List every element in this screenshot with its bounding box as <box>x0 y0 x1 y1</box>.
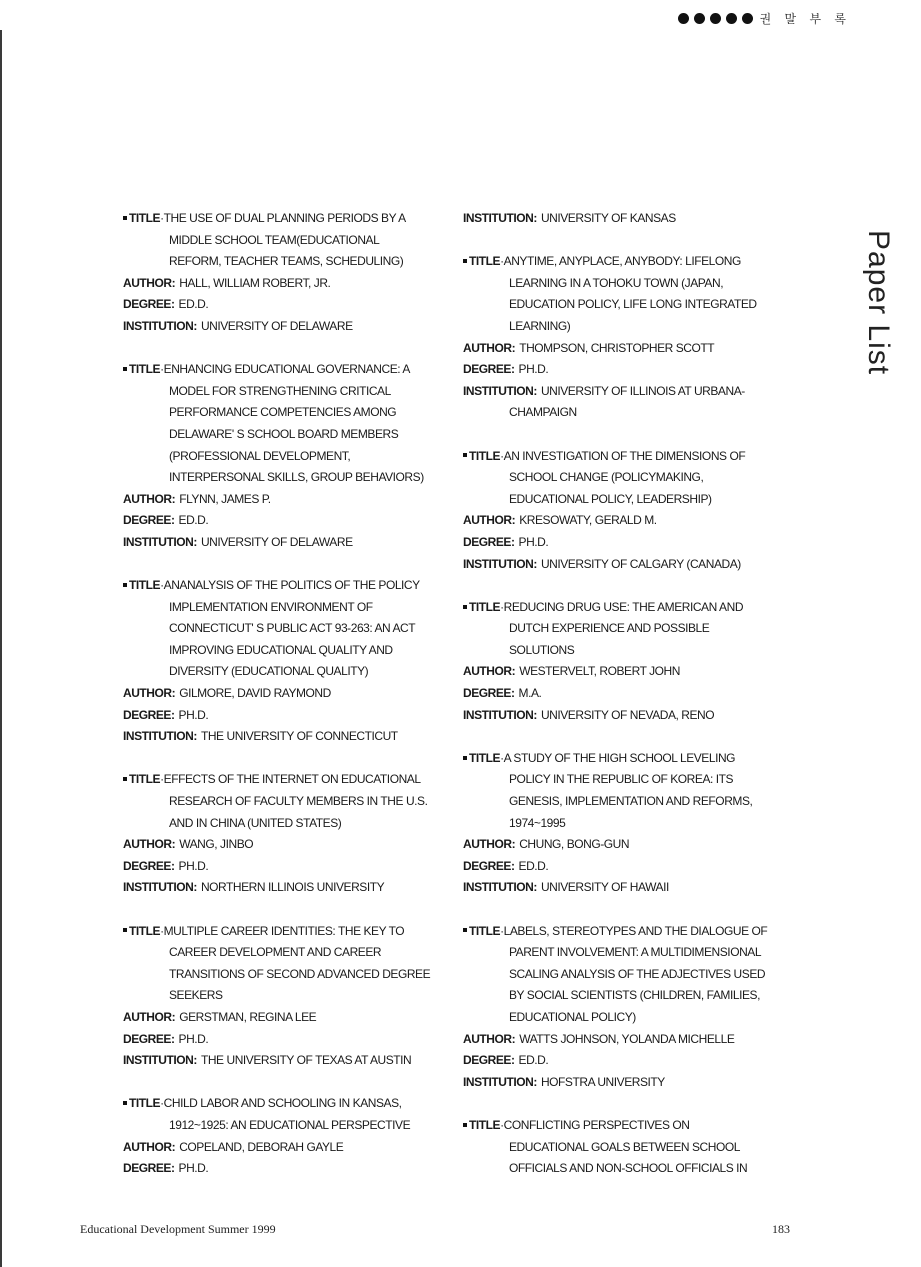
title-text: SCHOOL CHANGE (POLICYMAKING, <box>509 470 704 485</box>
author-label: AUTHOR: <box>123 275 176 290</box>
institution-line <box>463 208 793 230</box>
institution-value: UNIVERSITY OF ILLINOIS AT URBANA- <box>540 383 745 398</box>
institution-value: HOFSTRA UNIVERSITY <box>540 1074 665 1089</box>
title-text: CAREER DEVELOPMENT AND CAREER <box>169 945 382 960</box>
degree-label: DEGREE: <box>123 297 175 312</box>
degree-value: ED.D. <box>178 513 209 528</box>
title-separator-icon: · <box>160 1096 164 1111</box>
title-text: ANANALYSIS OF THE POLITICS OF THE POLICY <box>163 578 420 593</box>
institution-label: INSTITUTION: <box>123 534 197 549</box>
degree-label: DEGREE: <box>123 1161 175 1176</box>
title-line <box>123 640 453 662</box>
title-text: SCALING ANALYSIS OF THE ADJECTIVES USED <box>509 966 766 981</box>
title-line <box>463 964 793 986</box>
footer-page-number: 183 <box>772 1222 790 1236</box>
title-text: SEEKERS <box>169 988 223 1003</box>
title-separator-icon: · <box>500 750 504 765</box>
degree-line <box>463 359 793 381</box>
institution-value: UNIVERSITY OF NEVADA, RENO <box>540 707 715 722</box>
author-value: THOMPSON, CHRISTOPHER SCOTT <box>519 340 715 355</box>
title-line <box>123 597 453 619</box>
title-text: MULTIPLE CAREER IDENTITIES: THE KEY TO <box>163 923 405 938</box>
square-bullet-icon <box>123 216 127 220</box>
author-value: HALL, WILLIAM ROBERT, JR. <box>179 275 331 290</box>
title-separator-icon: · <box>160 211 164 225</box>
square-bullet-icon <box>463 453 467 457</box>
square-bullet-icon <box>463 259 467 263</box>
degree-line <box>123 1158 453 1180</box>
title-line <box>123 942 453 964</box>
institution-line <box>123 316 453 338</box>
title-text: TRANSITIONS OF SECOND ADVANCED DEGREE <box>169 966 431 981</box>
degree-value: PH.D. <box>178 1031 209 1046</box>
title-label: TITLE <box>129 578 161 593</box>
institution-line <box>123 1050 453 1072</box>
side-title: Paper List <box>862 230 895 376</box>
title-line <box>123 1115 453 1137</box>
degree-label: DEGREE: <box>463 1053 515 1068</box>
author-value: WANG, JINBO <box>179 837 254 852</box>
title-line <box>123 813 453 835</box>
paper-entry <box>463 208 793 230</box>
title-line <box>463 618 793 640</box>
title-line <box>463 1007 793 1029</box>
square-bullet-icon <box>463 756 467 760</box>
title-text: LEARNING IN A TOHOKU TOWN (JAPAN, <box>509 275 724 290</box>
title-line <box>463 813 793 835</box>
title-line <box>463 921 793 943</box>
author-value: WESTERVELT, ROBERT JOHN <box>519 664 680 679</box>
title-label: TITLE <box>129 362 161 377</box>
author-label: AUTHOR: <box>123 837 176 852</box>
institution-value: NORTHERN ILLINOIS UNIVERSITY <box>200 880 385 895</box>
title-label: TITLE <box>129 1096 161 1111</box>
title-line <box>123 359 453 381</box>
title-text: MIDDLE SCHOOL TEAM(EDUCATIONAL <box>169 232 380 247</box>
author-value: GILMORE, DAVID RAYMOND <box>179 686 331 701</box>
right-column <box>463 208 793 1201</box>
institution-label: INSTITUTION: <box>463 1074 537 1089</box>
institution-line <box>463 554 793 576</box>
degree-value: M.A. <box>518 686 542 701</box>
title-line <box>463 1115 793 1137</box>
title-text: THE USE OF DUAL PLANNING PERIODS BY A <box>163 211 406 225</box>
degree-value: PH.D. <box>518 534 549 549</box>
paper-entry <box>463 251 793 424</box>
page-edge-rule <box>0 30 2 1267</box>
title-text: LEARNING) <box>509 318 571 333</box>
author-value: COPELAND, DEBORAH GAYLE <box>179 1139 344 1154</box>
title-separator-icon: · <box>160 362 164 377</box>
title-label: TITLE <box>469 448 501 463</box>
author-line <box>463 338 793 360</box>
author-label: AUTHOR: <box>463 1031 516 1046</box>
institution-line <box>463 1072 793 1094</box>
degree-value: PH.D. <box>518 362 549 377</box>
title-label: TITLE <box>129 211 161 225</box>
institution-label: INSTITUTION: <box>463 383 537 398</box>
degree-value: PH.D. <box>178 707 209 722</box>
bullet-dot-icon <box>678 13 689 24</box>
author-line <box>463 1029 793 1051</box>
title-line <box>463 316 793 338</box>
institution-line <box>123 726 453 748</box>
title-text: 1974~1995 <box>509 815 566 830</box>
title-text: PERFORMANCE COMPETENCIES AMONG <box>169 405 397 420</box>
title-text: OFFICIALS AND NON-SCHOOL OFFICIALS IN <box>509 1161 748 1176</box>
author-line <box>463 834 793 856</box>
square-bullet-icon <box>123 583 127 587</box>
paper-entry <box>123 208 453 338</box>
bullet-dot-icon <box>694 13 705 24</box>
institution-line <box>463 877 793 899</box>
title-text: PARENT INVOLVEMENT: A MULTIDIMENSIONAL <box>509 945 762 960</box>
paper-entry <box>123 575 453 748</box>
title-separator-icon: · <box>500 599 504 614</box>
title-label: TITLE <box>469 1117 501 1132</box>
title-text: BY SOCIAL SCIENTISTS (CHILDREN, FAMILIES, <box>509 988 760 1003</box>
title-line <box>463 942 793 964</box>
title-text: A STUDY OF THE HIGH SCHOOL LEVELING <box>503 750 736 765</box>
section-name: 권 말 부 록 <box>759 12 851 26</box>
bullet-dot-icon <box>726 13 737 24</box>
author-label: AUTHOR: <box>463 837 516 852</box>
title-text: IMPROVING EDUCATIONAL QUALITY AND <box>169 642 393 657</box>
institution-label: INSTITUTION: <box>123 1053 197 1068</box>
title-line <box>123 402 453 424</box>
title-text: SOLUTIONS <box>509 642 575 657</box>
title-text: ENHANCING EDUCATIONAL GOVERNANCE: A <box>163 362 410 377</box>
paper-entry <box>123 359 453 553</box>
author-line <box>123 1007 453 1029</box>
title-separator-icon: · <box>500 448 504 463</box>
institution-value: THE UNIVERSITY OF CONNECTICUT <box>200 729 398 744</box>
square-bullet-icon <box>463 1123 467 1127</box>
title-line <box>463 985 793 1007</box>
author-value: GERSTMAN, REGINA LEE <box>179 1009 317 1024</box>
title-line <box>123 921 453 943</box>
title-line <box>123 467 453 489</box>
bullet-dot-icon <box>742 13 753 24</box>
title-text: POLICY IN THE REPUBLIC OF KOREA: ITS <box>509 772 734 787</box>
author-value: CHUNG, BONG-GUN <box>519 837 630 852</box>
square-bullet-icon <box>123 1101 127 1105</box>
degree-line <box>123 856 453 878</box>
institution-value: UNIVERSITY OF DELAWARE <box>200 318 353 333</box>
institution-line <box>123 532 453 554</box>
title-label: TITLE <box>469 254 501 269</box>
author-label: AUTHOR: <box>123 1139 176 1154</box>
title-text: AND IN CHINA (UNITED STATES) <box>169 815 342 830</box>
square-bullet-icon <box>123 367 127 371</box>
title-separator-icon: · <box>160 772 164 787</box>
title-text: 1912~1925: AN EDUCATIONAL PERSPECTIVE <box>169 1117 411 1132</box>
title-text: EFFECTS OF THE INTERNET ON EDUCATIONAL <box>163 772 421 787</box>
degree-line <box>123 510 453 532</box>
title-line <box>123 575 453 597</box>
title-text: CONNECTICUT' S PUBLIC ACT 93-263: AN ACT <box>169 621 416 636</box>
title-line <box>123 661 453 683</box>
title-text: CHILD LABOR AND SCHOOLING IN KANSAS, <box>163 1096 402 1111</box>
title-line <box>463 251 793 273</box>
institution-value: UNIVERSITY OF KANSAS <box>540 211 676 225</box>
title-text: MODEL FOR STRENGTHENING CRITICAL <box>169 383 391 398</box>
institution-label: INSTITUTION: <box>463 556 537 571</box>
square-bullet-icon <box>123 928 127 932</box>
title-line <box>463 640 793 662</box>
institution-label: INSTITUTION: <box>463 880 537 895</box>
degree-value: PH.D. <box>178 1161 209 1176</box>
title-line <box>123 791 453 813</box>
title-line <box>123 208 453 230</box>
paper-entry <box>123 769 453 899</box>
title-line <box>463 489 793 511</box>
title-separator-icon: · <box>500 254 504 269</box>
degree-line <box>123 705 453 727</box>
degree-value: ED.D. <box>518 1053 549 1068</box>
degree-line <box>463 856 793 878</box>
bullet-dot-icon <box>710 13 721 24</box>
author-label: AUTHOR: <box>463 340 516 355</box>
footer-journal: Educational Development Summer 1999 <box>80 1222 276 1236</box>
left-column <box>123 208 453 1201</box>
title-line <box>123 446 453 468</box>
degree-label: DEGREE: <box>463 858 515 873</box>
institution-label: INSTITUTION: <box>123 318 197 333</box>
author-value: KRESOWATY, GERALD M. <box>519 513 657 528</box>
institution-line <box>463 402 793 424</box>
title-label: TITLE <box>129 923 161 938</box>
square-bullet-icon <box>463 605 467 609</box>
title-text: RESEARCH OF FACULTY MEMBERS IN THE U.S. <box>169 794 428 809</box>
institution-label: INSTITUTION: <box>123 729 197 744</box>
title-text: AN INVESTIGATION OF THE DIMENSIONS OF <box>503 448 746 463</box>
title-line <box>463 467 793 489</box>
title-separator-icon: · <box>500 923 504 938</box>
title-line <box>463 273 793 295</box>
title-label: TITLE <box>469 599 501 614</box>
title-line <box>463 597 793 619</box>
title-line <box>123 1093 453 1115</box>
author-line <box>123 683 453 705</box>
author-line <box>123 1137 453 1159</box>
author-label: AUTHOR: <box>123 1009 176 1024</box>
institution-line <box>463 705 793 727</box>
title-text: EDUCATION POLICY, LIFE LONG INTEGRATED <box>509 297 757 312</box>
title-separator-icon: · <box>160 923 164 938</box>
title-text: IMPLEMENTATION ENVIRONMENT OF <box>169 599 373 614</box>
title-line <box>463 748 793 770</box>
institution-line <box>463 381 793 403</box>
institution-label: INSTITUTION: <box>463 707 537 722</box>
title-text: EDUCATIONAL GOALS BETWEEN SCHOOL <box>509 1139 740 1154</box>
author-line <box>123 489 453 511</box>
degree-line <box>463 683 793 705</box>
title-text: REDUCING DRUG USE: THE AMERICAN AND <box>503 599 744 614</box>
title-line <box>463 294 793 316</box>
title-line <box>123 769 453 791</box>
title-line <box>463 769 793 791</box>
paper-entry <box>123 1093 453 1179</box>
title-line <box>123 964 453 986</box>
title-text: REFORM, TEACHER TEAMS, SCHEDULING) <box>169 254 404 269</box>
title-line <box>123 381 453 403</box>
title-line <box>123 985 453 1007</box>
square-bullet-icon <box>123 777 127 781</box>
title-line <box>463 1137 793 1159</box>
author-line <box>463 661 793 683</box>
degree-label: DEGREE: <box>463 362 515 377</box>
title-line <box>123 618 453 640</box>
title-line <box>123 424 453 446</box>
title-text: EDUCATIONAL POLICY) <box>509 1009 636 1024</box>
author-label: AUTHOR: <box>463 664 516 679</box>
title-text: LABELS, STEREOTYPES AND THE DIALOGUE OF <box>503 923 768 938</box>
degree-label: DEGREE: <box>463 686 515 701</box>
paper-entry <box>463 446 793 576</box>
author-label: AUTHOR: <box>123 686 176 701</box>
title-line <box>463 1158 793 1180</box>
degree-label: DEGREE: <box>463 534 515 549</box>
degree-label: DEGREE: <box>123 1031 175 1046</box>
title-text: CONFLICTING PERSPECTIVES ON <box>503 1117 690 1132</box>
degree-line <box>123 1029 453 1051</box>
paper-entry <box>463 921 793 1094</box>
square-bullet-icon <box>463 928 467 932</box>
title-separator-icon: · <box>160 578 164 593</box>
paper-entry <box>463 748 793 899</box>
title-text: DUTCH EXPERIENCE AND POSSIBLE <box>509 621 710 636</box>
title-label: TITLE <box>469 750 501 765</box>
title-label: TITLE <box>469 923 501 938</box>
degree-value: PH.D. <box>178 858 209 873</box>
degree-line <box>463 532 793 554</box>
degree-value: ED.D. <box>178 297 209 312</box>
paper-entry <box>123 921 453 1072</box>
title-separator-icon: · <box>500 1117 504 1132</box>
author-value: WATTS JOHNSON, YOLANDA MICHELLE <box>519 1031 735 1046</box>
title-text: EDUCATIONAL POLICY, LEADERSHIP) <box>509 491 712 506</box>
degree-label: DEGREE: <box>123 707 175 722</box>
title-text: DELAWARE' S SCHOOL BOARD MEMBERS <box>169 426 399 441</box>
title-text: GENESIS, IMPLEMENTATION AND REFORMS, <box>509 794 753 809</box>
institution-value: UNIVERSITY OF DELAWARE <box>200 534 353 549</box>
institution-value: CHAMPAIGN <box>509 405 577 420</box>
institution-label: INSTITUTION: <box>123 880 197 895</box>
title-label: TITLE <box>129 772 161 787</box>
institution-value: UNIVERSITY OF CALGARY (CANADA) <box>540 556 741 571</box>
institution-label: INSTITUTION: <box>463 211 537 225</box>
institution-line <box>123 877 453 899</box>
author-label: AUTHOR: <box>123 491 176 506</box>
author-label: AUTHOR: <box>463 513 516 528</box>
title-line <box>123 251 453 273</box>
author-value: FLYNN, JAMES P. <box>179 491 271 506</box>
title-text: ANYTIME, ANYPLACE, ANYBODY: LIFELONG <box>503 254 741 269</box>
header-section-marker <box>678 10 851 27</box>
paper-entry <box>463 597 793 727</box>
degree-value: ED.D. <box>518 858 549 873</box>
paper-entry <box>463 1115 793 1180</box>
institution-value: THE UNIVERSITY OF TEXAS AT AUSTIN <box>200 1053 412 1068</box>
title-line <box>463 791 793 813</box>
degree-label: DEGREE: <box>123 513 175 528</box>
institution-value: UNIVERSITY OF HAWAII <box>540 880 669 895</box>
title-text: INTERPERSONAL SKILLS, GROUP BEHAVIORS) <box>169 470 424 485</box>
title-text: (PROFESSIONAL DEVELOPMENT, <box>169 448 351 463</box>
degree-line <box>123 294 453 316</box>
degree-label: DEGREE: <box>123 858 175 873</box>
title-line <box>463 446 793 468</box>
degree-line <box>463 1050 793 1072</box>
title-line <box>123 230 453 252</box>
author-line <box>123 834 453 856</box>
author-line <box>123 273 453 295</box>
author-line <box>463 510 793 532</box>
title-text: DIVERSITY (EDUCATIONAL QUALITY) <box>169 664 369 679</box>
